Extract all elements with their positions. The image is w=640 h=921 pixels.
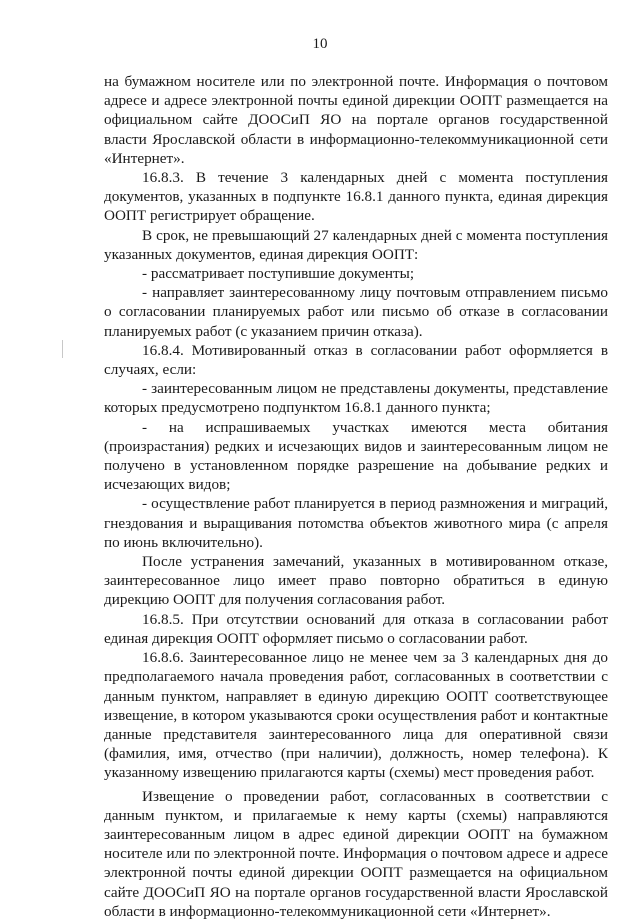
list-item: - рассматривает поступившие документы; bbox=[142, 265, 415, 283]
document-body bbox=[104, 72, 608, 921]
page-number: 10 bbox=[312, 36, 328, 52]
margin-mark bbox=[62, 340, 63, 358]
list-item: - осуществление работ планируется в период размножения и миграций, гнездования и выращивания потомства объектов животного мира (с апреля по июнь включительно). bbox=[104, 495, 608, 551]
paragraph-deadline: В срок, не превышающий 27 календарных дней с момента поступления указанных документов, единая дирекция ООПТ: bbox=[104, 226, 608, 263]
paragraph-notice: Извещение о проведении работ, согласованных в соответствии с данным пунктом, и прилагаемые к нему карты (схемы) направляются заинтересованным лицом в адрес единой дирекции ООПТ на бумажном носителе или по электронной почте. Информация о почтовом адресе и адресе электронной почты единой дирекции ООПТ размещается на официальном сайте ДООСиП ЯО на портале органов государственной власти Ярославской области в информационно-телекоммуникационной сети «Интернет». bbox=[104, 787, 608, 920]
paragraph-16-8-5: 16.8.5. При отсутствии оснований для отказа в согласовании работ единая дирекция ООПТ оформляет письмо о согласовании работ. bbox=[104, 610, 608, 647]
paragraph-16-8-4: 16.8.4. Мотивированный отказ в согласовании работ оформляется в случаях, если: bbox=[104, 341, 608, 379]
list-item: - на испрашиваемых участках имеются места обитания (произрастания) редких и исчезающих видов и заинтересованным лицом не получено в установленном порядке разрешение на добывание редких и исчезающих видов; bbox=[104, 418, 608, 494]
paragraph-16-8-3: 16.8.3. В течение 3 календарных дней с момента поступления документов, указанных в подпункте 16.8.1 данного пункта, единая дирекция ООПТ регистрирует обращение. bbox=[104, 169, 608, 225]
paragraph-continuation: на бумажном носителе или по электронной почте. Информация о почтовом адресе и адресе электронной почты единой дирекции ООПТ размещается на официальном сайте ДООСиП ЯО на портале органов государственной власти Ярославской области в информационно-телекоммуникационной сети «Интернет». bbox=[104, 73, 608, 167]
list-item: - заинтересованным лицом не представлены документы, представление которых предусмотрено подпунктом 16.8.1 данного пункта; bbox=[104, 380, 608, 417]
paragraph-16-8-6: 16.8.6. Заинтересованное лицо не менее чем за 3 календарных дня до предполагаемого начала проведения работ, согласованных в соответствии с данным пунктом, направляет в единую дирекцию ООПТ соответствующее извещение, в котором указываются сроки осуществления работ и контактные данные представителя заинтересованного лица для оперативной связи (фамилия, имя, отчество (при наличии), должность, номер телефона). К указанному извещению прилагаются карты (схемы) мест проведения работ. bbox=[104, 649, 608, 782]
list-item: - направляет заинтересованному лицу почтовым отправлением письмо о согласовании планируемых работ или письмо об отказе в согласовании планируемых работ (с указанием причин отказа). bbox=[104, 284, 608, 340]
paragraph-resubmission: После устранения замечаний, указанных в мотивированном отказе, заинтересованное лицо имеет право повторно обратиться в единую дирекцию ООПТ для получения согласования работ. bbox=[104, 553, 608, 609]
